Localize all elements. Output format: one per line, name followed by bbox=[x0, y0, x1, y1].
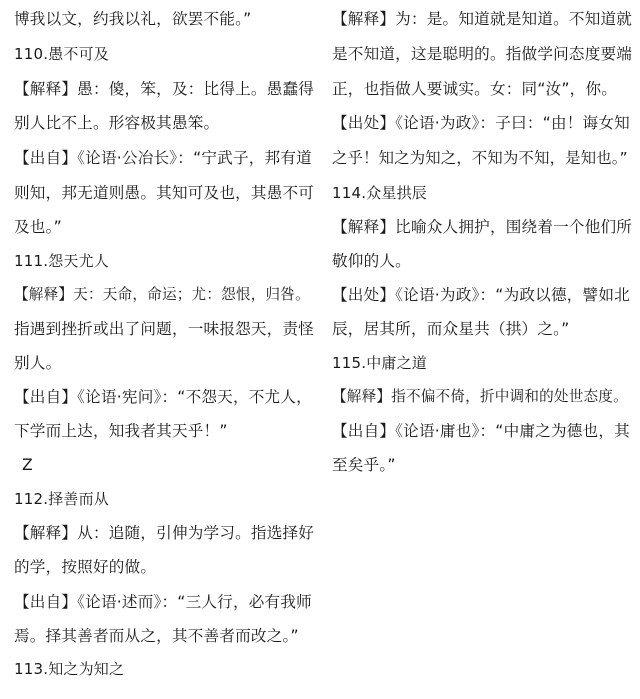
text-line: 博我以文，约我以礼，欲罢不能。” bbox=[14, 10, 252, 28]
text-line: 【解释】为：是。知道就是知道。不知道就 bbox=[332, 10, 633, 28]
text-line: 【解释】比喻众人拥护，围绕着一个他们所 bbox=[332, 218, 633, 236]
text-line: 则知，邦无道则愚。其知可及也，其愚不可 bbox=[14, 184, 315, 202]
entry-heading: 110.愚不可及 bbox=[14, 45, 109, 63]
text-line: 【出自】《论语·述而》：“三人行，必有我师 bbox=[14, 593, 312, 611]
text-line: 【出自】《论语·庸也》：“中庸之为德也，其 bbox=[332, 422, 630, 440]
text-line: 辰，居其所，而众星共（拱）之。” bbox=[332, 320, 570, 338]
text-line: 【出自】《论语·公冶长》：“宁武子，邦有道 bbox=[14, 149, 312, 167]
text-line: 至矣乎。” bbox=[332, 456, 396, 474]
text-line: 【出处】《论语·为政》：子曰：“由！诲女知 bbox=[332, 114, 630, 132]
entry-heading: 111.怨天尤人 bbox=[14, 252, 109, 270]
text-line: 正，也指做人要诚实。女：同“汝”，你。 bbox=[332, 80, 618, 98]
entry-heading: 114.众星拱辰 bbox=[332, 184, 427, 202]
text-line: 指遇到挫折或出了问题，一味报怨天，责怪 bbox=[14, 320, 315, 338]
entry-heading: 115.中庸之道 bbox=[332, 354, 427, 372]
text-line: 是不知道，这是聪明的。指做学问态度要端 bbox=[332, 45, 633, 63]
text-line: 及也。” bbox=[14, 218, 62, 236]
text-line: 下学而上达，知我者其天乎！” bbox=[14, 422, 228, 440]
text-line: 焉。择其善者而从之，其不善者而改之。” bbox=[14, 627, 299, 645]
text-line: 【解释】指不偏不倚，折中调和的处世态度。 bbox=[332, 388, 628, 405]
text-line: 别人比不上。形容极其愚笨。 bbox=[14, 114, 220, 132]
text-line: 【出处】《论语·为政》：“为政以德，譬如北 bbox=[332, 286, 630, 304]
text-line: 别人。 bbox=[14, 354, 62, 372]
entry-heading: 113.知之为知之 bbox=[14, 660, 125, 678]
text-line: 敬仰的人。 bbox=[332, 252, 411, 270]
stray-character: Z bbox=[22, 456, 33, 474]
text-line: 【解释】天：天命，命运；尤：怨恨，归咎。 bbox=[14, 286, 310, 303]
text-line: 【解释】从：追随，引伸为学习。指选择好 bbox=[14, 524, 315, 542]
text-line: 【出自】《论语·宪问》：“不怨天，不尤人， bbox=[14, 388, 312, 406]
text-line: 之乎！知之为知之，不知为不知，是知也。” bbox=[332, 149, 628, 167]
text-line: 【解释】愚：傻，笨，及：比得上。愚蠢得 bbox=[14, 80, 315, 98]
entry-heading: 112.择善而从 bbox=[14, 490, 109, 508]
text-line: 的学，按照好的做。 bbox=[14, 558, 157, 576]
